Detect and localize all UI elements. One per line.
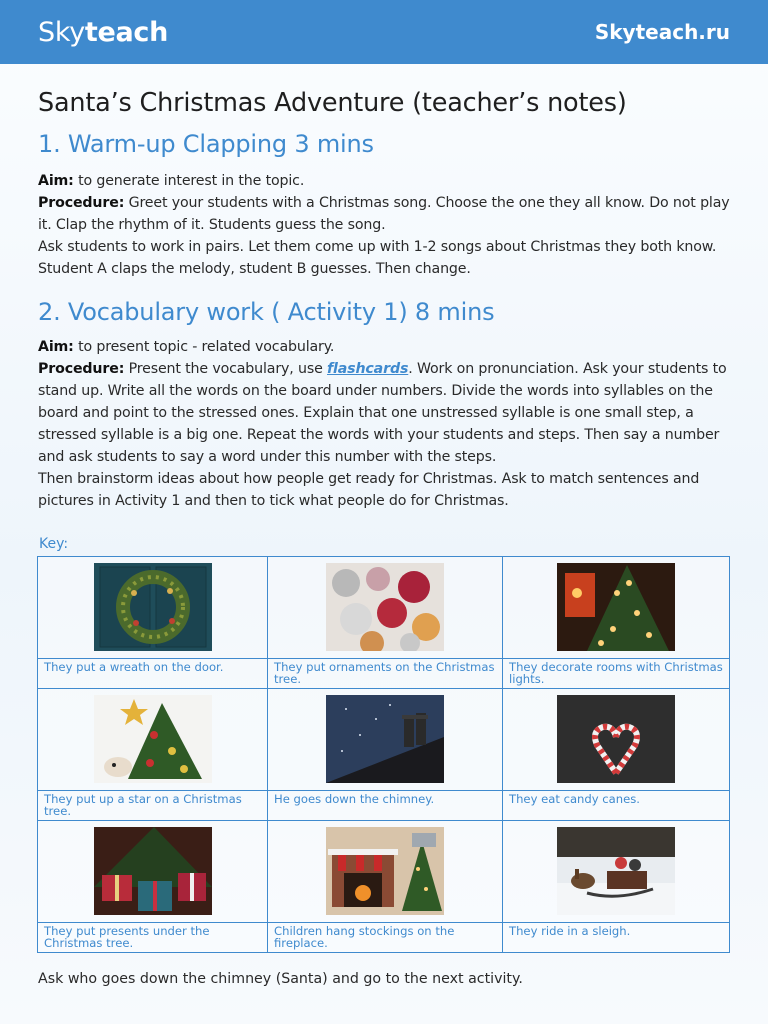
- section1-body: [38, 170, 730, 280]
- key-image-cell: [268, 557, 503, 659]
- section2-procedure: [38, 358, 730, 468]
- candy-canes-photo: [557, 695, 675, 783]
- section2-body: [38, 336, 730, 512]
- section2-aim: [38, 336, 730, 358]
- key-caption: They eat candy canes.: [503, 791, 730, 821]
- logo-teach: teach: [84, 16, 169, 48]
- key-caption: He goes down the chimney.: [268, 791, 503, 821]
- lights-photo: [557, 563, 675, 651]
- key-image-row: [38, 821, 730, 923]
- section1-title: 1. Warm-up Clapping 3 mins: [38, 130, 374, 158]
- page-content: [0, 88, 768, 987]
- sleigh-photo: [557, 827, 675, 915]
- key-image-cell: [268, 821, 503, 923]
- key-image-row: [38, 557, 730, 659]
- procedure-label: Procedure:: [38, 195, 125, 211]
- aim-label: Aim:: [38, 339, 74, 355]
- skyteach-logo[interactable]: [38, 17, 168, 48]
- flashcards-link[interactable]: flashcards: [327, 361, 409, 377]
- aim-label: Aim:: [38, 173, 74, 189]
- key-caption-row: [38, 791, 730, 821]
- key-caption-row: [38, 923, 730, 953]
- section2-extra: Then brainstorm ideas about how people get ready for Christmas. Ask to match sentences and pictures in Activity 1 and then to tick what people do for Christmas.: [38, 471, 700, 509]
- site-link[interactable]: Skyteach.ru: [594, 20, 730, 44]
- closing-instruction: Ask who goes down the chimney (Santa) and go to the next activity.: [38, 971, 523, 987]
- star-tree-photo: [94, 695, 212, 783]
- aim-text: to present topic - related vocabulary.: [73, 339, 335, 355]
- key-caption-row: [38, 659, 730, 689]
- logo-sky: Sky: [38, 16, 85, 48]
- section1-extra: Ask students to work in pairs. Let them come up with 1-2 songs about Christmas they both know. Student A claps the melody, student B guesses. Then change.: [38, 239, 717, 277]
- key-caption: They put up a star on a Christmas tree.: [38, 791, 268, 821]
- section1-procedure: [38, 192, 730, 236]
- key-caption: Children hang stockings on the fireplace.: [268, 923, 503, 953]
- key-image-cell: [503, 689, 730, 791]
- procedure-label: Procedure:: [38, 361, 125, 377]
- key-table: [37, 556, 730, 953]
- key-image-cell: [38, 557, 268, 659]
- key-image-row: [38, 689, 730, 791]
- aim-text: to generate interest in the topic.: [73, 173, 305, 189]
- ornaments-photo: [326, 563, 444, 651]
- procedure-text: Greet your students with a Christmas song. Choose the one they all know. Do not play it. Clap the rhythm of it. Students guess the song.: [38, 195, 730, 233]
- key-image-cell: [38, 821, 268, 923]
- key-label: Key:: [39, 536, 69, 552]
- chimney-photo: [326, 695, 444, 783]
- key-caption: They put presents under the Christmas tree.: [38, 923, 268, 953]
- key-caption: They put ornaments on the Christmas tree.: [268, 659, 503, 689]
- key-image-cell: [503, 821, 730, 923]
- key-image-cell: [38, 689, 268, 791]
- stockings-photo: [326, 827, 444, 915]
- key-caption: They put a wreath on the door.: [38, 659, 268, 689]
- site-header: [0, 0, 768, 64]
- key-image-cell: [268, 689, 503, 791]
- procedure-text-before: Present the vocabulary, use: [124, 361, 328, 377]
- presents-photo: [94, 827, 212, 915]
- procedure-text-after: . Work on pronunciation. Ask your students to stand up. Write all the words on the board under numbers. Divide the words into syllables on the board and point to the stressed ones. Explain that one unstressed syllable is one small step, a stressed syllable is a big one. Repeat the words with your students and steps. Then say a number and ask students to say a word under this number with the steps.: [38, 361, 727, 465]
- key-caption: They ride in a sleigh.: [503, 923, 730, 953]
- wreath-photo: [94, 563, 212, 651]
- key-caption: They decorate rooms with Christmas lights.: [503, 659, 730, 689]
- key-image-cell: [503, 557, 730, 659]
- page-title: Santa’s Christmas Adventure (teacher’s notes): [38, 88, 627, 118]
- section1-aim: [38, 170, 730, 192]
- section2-title: 2. Vocabulary work ( Activity 1) 8 mins: [38, 298, 495, 326]
